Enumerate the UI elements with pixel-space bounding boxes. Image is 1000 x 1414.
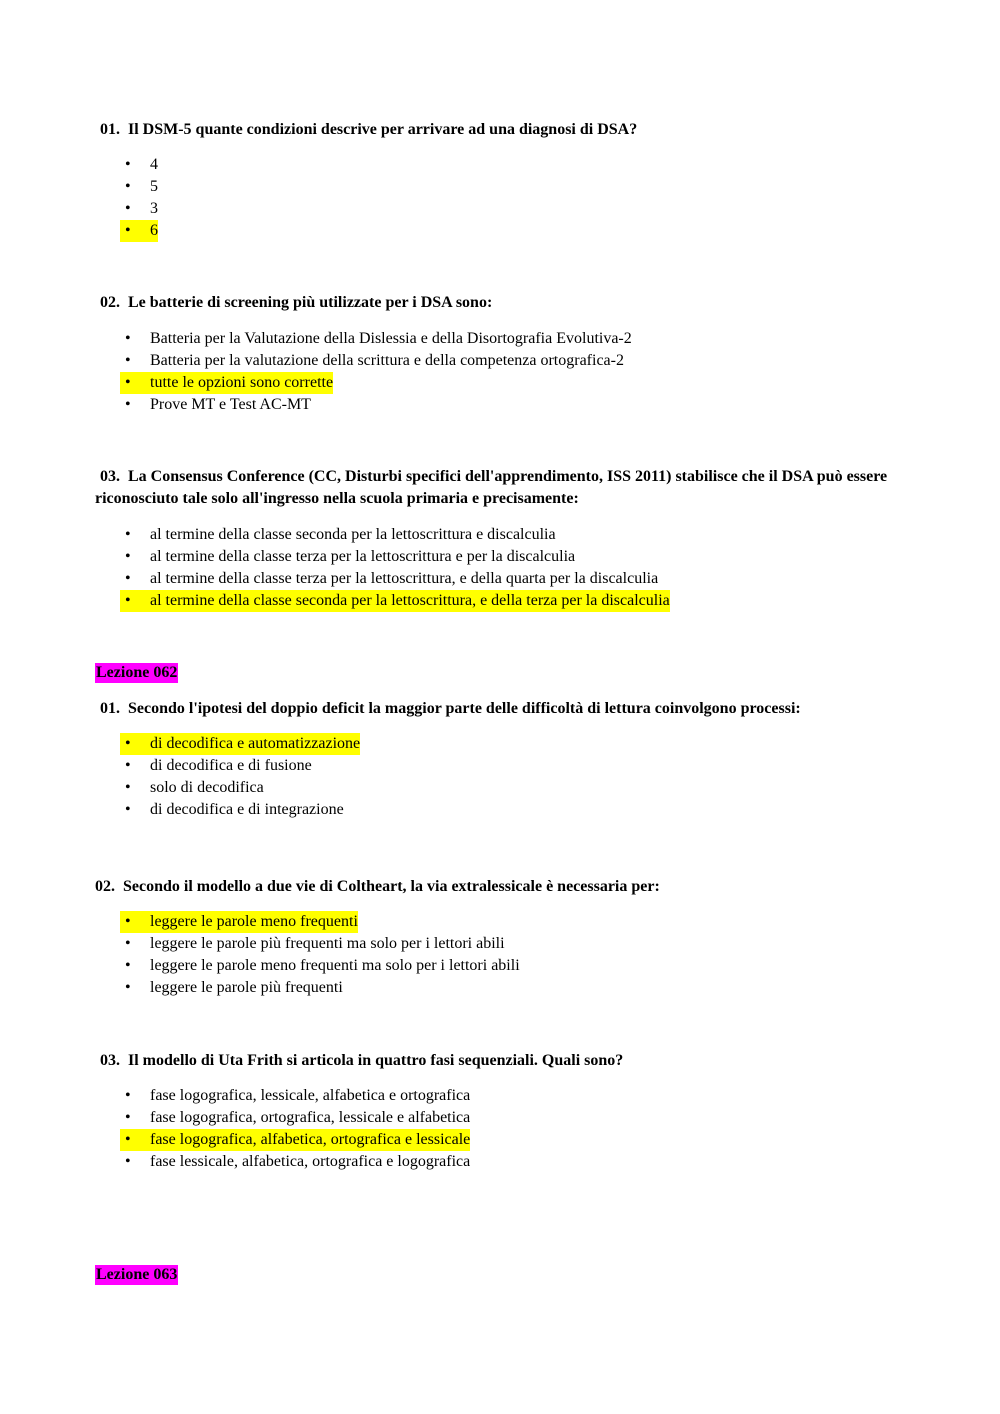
question-text: La Consensus Conference (CC, Disturbi specifici dell'apprendimento, ISS 2011) stabilisce che il DSA può essere riconosciuto tale solo all'ingresso nella scuola primaria e precisamente: — [95, 468, 888, 507]
question-text: Secondo il modello a due vie di Coltheart, la via extralessicale è necessaria per: — [123, 878, 660, 895]
options-list — [120, 733, 360, 821]
option-item: • 4 — [120, 154, 158, 176]
option-item-correct: • al termine della classe seconda per la lettoscrittura, e della terza per la discalculia — [120, 590, 670, 612]
option-item-correct: • 6 — [120, 220, 158, 242]
question-number: 01. — [100, 700, 120, 717]
option-item: • Prove MT e Test AC-MT — [120, 394, 632, 416]
options-list — [120, 524, 670, 612]
option-item: • al termine della classe seconda per la lettoscrittura e discalculia — [120, 524, 670, 546]
bullet-icon: • — [125, 374, 131, 391]
option-item-correct: • leggere le parole meno frequenti — [120, 911, 520, 933]
question-text: Il modello di Uta Frith si articola in quattro fasi sequenziali. Quali sono? — [128, 1052, 624, 1069]
question-heading — [95, 292, 895, 314]
bullet-icon: • — [125, 913, 131, 930]
option-item: • 3 — [120, 198, 158, 220]
bullet-icon: • — [125, 352, 131, 369]
bullet-icon: • — [125, 396, 131, 413]
option-item: • leggere le parole meno frequenti ma solo per i lettori abili — [120, 955, 520, 977]
options-list — [120, 911, 520, 999]
option-item: • fase logografica, lessicale, alfabetica e ortografica — [120, 1085, 470, 1107]
question-number: 03. — [100, 468, 120, 485]
options-list — [120, 1085, 470, 1173]
question-heading — [95, 1050, 895, 1072]
option-item: • leggere le parole più frequenti — [120, 977, 520, 999]
bullet-icon: • — [125, 957, 131, 974]
bullet-icon: • — [125, 801, 131, 818]
bullet-icon: • — [125, 548, 131, 565]
option-item: • leggere le parole più frequenti ma solo per i lettori abili — [120, 933, 520, 955]
question-number: 02. — [100, 294, 120, 311]
option-item-correct: • di decodifica e automatizzazione — [120, 733, 360, 755]
bullet-icon: • — [125, 1109, 131, 1126]
bullet-icon: • — [125, 330, 131, 347]
question-text: Le batterie di screening più utilizzate per i DSA sono: — [128, 294, 493, 311]
options-list — [120, 154, 158, 242]
question-heading — [95, 698, 895, 720]
option-item: • di decodifica e di integrazione — [120, 799, 360, 821]
options-list — [120, 328, 632, 416]
lesson-heading: Lezione 062 — [96, 664, 178, 681]
bullet-icon: • — [125, 935, 131, 952]
question-heading — [95, 876, 895, 898]
bullet-icon: • — [125, 1131, 131, 1148]
question-heading — [95, 466, 895, 510]
option-item: • al termine della classe terza per la lettoscrittura, e della quarta per la discalculia — [120, 568, 670, 590]
bullet-icon: • — [125, 200, 131, 217]
question-number: 02. — [95, 878, 115, 895]
option-item-correct: • tutte le opzioni sono corrette — [120, 372, 632, 394]
option-item-correct: • fase logografica, alfabetica, ortografica e lessicale — [120, 1129, 470, 1151]
option-item: • al termine della classe terza per la lettoscrittura e per la discalculia — [120, 546, 670, 568]
question-number: 01. — [100, 121, 120, 138]
question-heading — [95, 119, 895, 141]
lesson-heading: Lezione 063 — [96, 1266, 178, 1283]
bullet-icon: • — [125, 156, 131, 173]
bullet-icon: • — [125, 592, 131, 609]
bullet-icon: • — [125, 1087, 131, 1104]
question-text: Il DSM-5 quante condizioni descrive per arrivare ad una diagnosi di DSA? — [128, 121, 638, 138]
option-item: • di decodifica e di fusione — [120, 755, 360, 777]
bullet-icon: • — [125, 757, 131, 774]
option-item: • Batteria per la valutazione della scrittura e della competenza ortografica-2 — [120, 350, 632, 372]
question-number: 03. — [100, 1052, 120, 1069]
bullet-icon: • — [125, 979, 131, 996]
bullet-icon: • — [125, 779, 131, 796]
bullet-icon: • — [125, 1153, 131, 1170]
bullet-icon: • — [125, 570, 131, 587]
option-item: • 5 — [120, 176, 158, 198]
option-item: • Batteria per la Valutazione della Dislessia e della Disortografia Evolutiva-2 — [120, 328, 632, 350]
option-item: • fase logografica, ortografica, lessicale e alfabetica — [120, 1107, 470, 1129]
question-text: Secondo l'ipotesi del doppio deficit la maggior parte delle difficoltà di lettura coinvolgono processi: — [128, 700, 801, 717]
bullet-icon: • — [125, 735, 131, 752]
option-item: • fase lessicale, alfabetica, ortografica e logografica — [120, 1151, 470, 1173]
bullet-icon: • — [125, 222, 131, 239]
bullet-icon: • — [125, 178, 131, 195]
option-item: • solo di decodifica — [120, 777, 360, 799]
bullet-icon: • — [125, 526, 131, 543]
